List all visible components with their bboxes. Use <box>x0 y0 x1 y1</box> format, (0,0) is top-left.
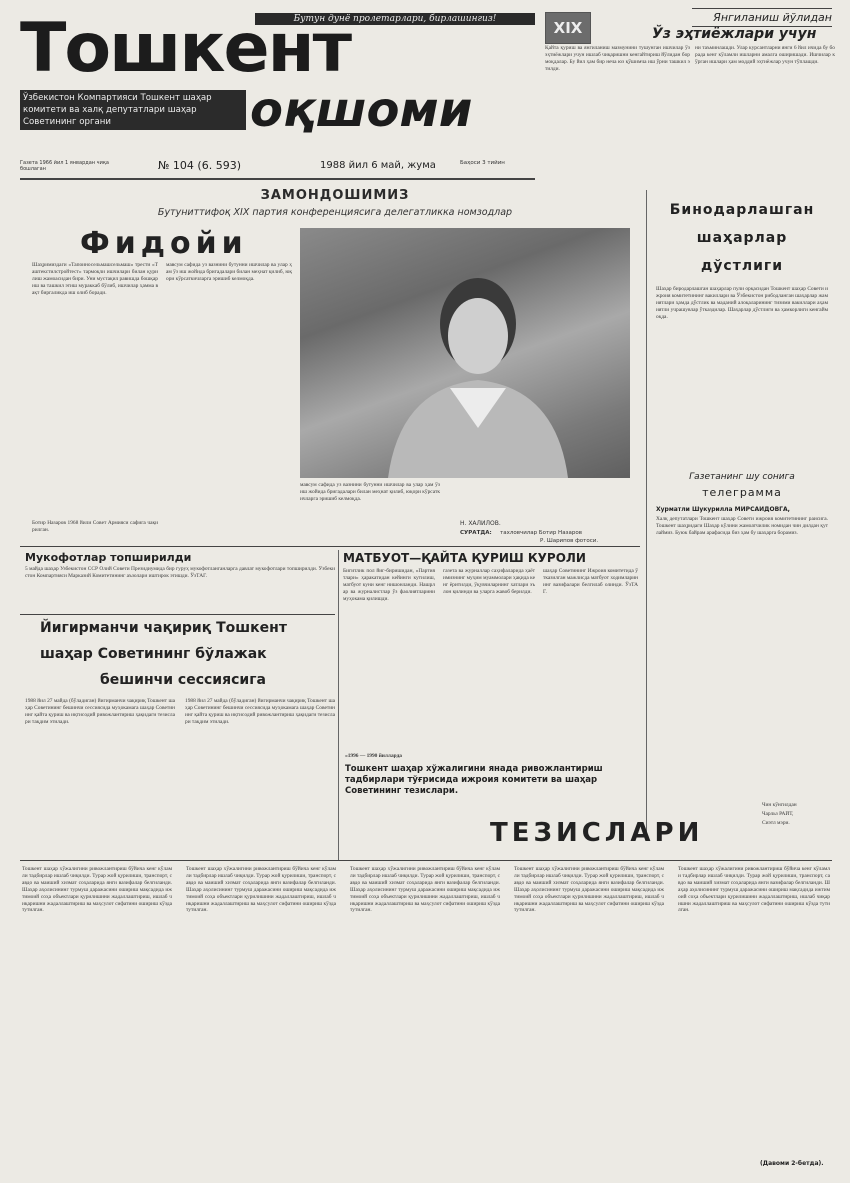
continued-note: (Давоми 2-бетда). <box>760 1160 824 1167</box>
session-text-a: 1988 йил 27 майда (бўладиган) йигирманчи чақириқ Тошкент шаҳар Советининг бешинчи сессиясида муҳокамага шаҳар Советининг қайта қуриш ва иқтисодий ривожлантириш ҳақидаги тезислари тақдим этилади. <box>25 698 175 725</box>
long-text-col-4: Тошкент шаҳар хўжалигини ривожлантириш бўйича кенг кўламли тадбирлар ишлаб чиқилди. Турар жой қурилиши, транспорт, савдо ва маиший хизмат соҳаларида янги вазифалар белгиланди. Шаҳар аҳолисининг турмуш даражасини ошириш мақсадида ижтимоий соҳа объектлари қурилишини жадаллаштириш, ишлаб чиқаришни жадаллаштириш ва маҳсулот сифатини ошириш кўзда тутилган. <box>514 866 664 914</box>
right-headline-3: дўстлиги <box>700 258 784 274</box>
telegram-closing-1: Чин кўнгилдан <box>762 802 797 808</box>
side-banner: Янгиланиш йўлидан <box>692 8 832 27</box>
price: Баҳоси 3 тийин <box>460 160 505 166</box>
feature-photo <box>300 228 630 478</box>
awards-text: 5 майда шаҳар Узбекистон ССР Олий Совети Президиумида бир гуруҳ мукофотланганларга давлат мукофотлари топширилди. Ўзбекистон Компартияси Марказий Комитетининг аъзолари иштирок этишди. ЎзТАГ. <box>25 566 335 579</box>
right-headline-2: шаҳарлар <box>696 230 788 246</box>
theses-intro: Тошкент шаҳар хўжалигини янада ривожлантириш тадбирлари тўғрисида ижроия комитети ва шаҳар Советининг тезислари. <box>345 764 603 796</box>
top-right-headline: Ўз эҳтиёжлари учун <box>652 26 817 42</box>
masthead-rule <box>20 178 535 180</box>
session-rule <box>20 614 335 615</box>
press-text-b: газета ва журналлар саҳифаларида ҳаётимизнинг муҳим муаммолари ҳақида кенг ёритилди, ўқувчиларнинг хатлари эълон қилинди ва уларга жавоб берилди. <box>443 568 535 595</box>
feature-text-b: мавсум сафида уз вазнини бутунни ишчилар ва улар ҳам ўз иш жойида бригадалари билан меҳнат қилиб, юқори кўрсаткичларга эришиб келмоқда. <box>166 262 292 282</box>
top-right-text-left: Қайта қуриш ва янгиланиш мазмунини тушунган ишчилар ўз эҳтиёжлари учун ишлаб чиқаришни кенгайтириш йўлидан бормоқдалар. Бу йил ҳам бир неча юз қўшимча иш ўрни ташкил этилди. <box>545 45 690 72</box>
right-column <box>652 190 832 845</box>
feature-rule <box>20 546 640 547</box>
feature-signature: Ботир Назаров 1968 йили Совет Армияси сафига чақирилган. <box>32 520 158 533</box>
press-headline: МАТБУОТ—ҚАЙТА ҚУРИШ КУРОЛИ <box>343 551 586 565</box>
long-text-col-3: Тошкент шаҳар хўжалигини ривожлантириш бўйича кенг кўламли тадбирлар ишлаб чиқилди. Турар жой қурилиши, транспорт, савдо ва маиший хизмат соҳаларида янги вазифалар белгиланди. Шаҳар аҳолисининг турмуш даражасини ошириш мақсадида ижтимоий соҳа объектлари қурилишини жадаллаштириш, ишлаб чиқаришни жадаллаштириш ва маҳсулот сифатини ошириш кўзда тутилган. <box>350 866 500 914</box>
photo-credit: Р. Шарипов фотоси. <box>540 538 599 544</box>
photo-caption-label: СУРАТДА: <box>460 530 492 536</box>
press-rule <box>338 550 339 860</box>
session-headline-3: бешинчи сессиясига <box>100 672 266 688</box>
session-headline-1: Йигирманчи чақириқ Тошкент <box>40 620 287 636</box>
long-text-col-5: Тошкент шаҳар хўжалигини ривожлантириш бўйича кенг кўламли тадбирлар ишлаб чиқилди. Турар жой қурилиши, транспорт, савдо ва маиший хизмат соҳаларида янги вазифалар белгиланди. Шаҳар аҳолисининг турмуш даражасини ошириш мақсадида ижтимоий соҳа объектлари қурилишини жадаллаштириш, ишлаб чиқаришни жадаллаштириш ва маҳсулот сифатини ошириш кўзда тутилган. <box>678 866 830 914</box>
emblem-label: XIX <box>553 19 583 37</box>
founded-note: Газета 1966 йил 1 январдан чиқа бошлаган <box>20 160 109 172</box>
telegram-to: Хурматли Шукурилла МИРСАИДОВГА, <box>656 506 790 513</box>
masthead-title-bottom: оқшоми <box>250 82 473 138</box>
top-right-text-right: ни таъминлашди. Улар курсантларни янги 6 йил ичида бу борада кенг кўламли ишларни амалга оширишади. Ишчилар кўрган ишлари ҳам моддий эҳтиёжлар учун тўплашди. <box>695 45 835 65</box>
photo-caption: тахловчилар Ботир Назаров <box>500 530 582 536</box>
theses-rule <box>20 860 832 861</box>
telegram-closing-2: Чарльз РАЙТ, <box>762 811 794 817</box>
masthead <box>20 6 535 182</box>
feature-text-c: мавсум сафида уз вазнини бутунни ишчилар ва улар ҳам ўз иш жойида бригадалари билан меҳнат қилиб, юқори кўрсаткичларга эришиб келмоқда. <box>300 482 440 502</box>
feature-author: Н. ХАЛИЛОВ. <box>460 520 501 527</box>
long-text-col-2: Тошкент шаҳар хўжалигини ривожлантириш бўйича кенг кўламли тадбирлар ишлаб чиқилди. Турар жой қурилиши, транспорт, савдо ва маиший хизмат соҳаларида янги вазифалар белгиланди. Шаҳар аҳолисининг турмуш даражасини ошириш мақсадида ижтимоий соҳа объектлари қурилишини жадаллаштириш, ишлаб чиқаришни жадаллаштириш ва маҳсулот сифатини ошириш кўзда тутилган. <box>186 866 336 914</box>
press-text-a: Бигитлик пол йиг-биришидан, «Партиятлари» ҳаракатидан кейинги кутилиш, матбуот куни кенг нишонланди. Нашрлар ва журналистлар ўз фаолиятларини муҳокама қилишди. <box>343 568 435 602</box>
telegram-word: телеграмма <box>702 486 782 499</box>
theses-headline: ТЕЗИСЛАРИ <box>490 818 704 848</box>
telegram-closing-3: Сиэтл мэри. <box>762 820 790 826</box>
slogan: Бутун дунё пролетарлари, бирлашингиз! <box>255 13 535 25</box>
telegram-text: Халқ депутатлари Тошкент шаҳар Совети ижроия комитетининг раисига. Тошкент шаҳридаги Шаҳар кўлини жамоатчилик номидан чин дилдан қутлаймиз. Буюк байрам арафасида биз ҳам бу шаҳарга борамиз. <box>656 516 828 536</box>
right-column-text: Шаҳар биродарлашган шаҳарлар пули орқасидан Тошкент шаҳар Совети ижроия комитетининг вакиллари ва Ўзбекистон рибодланган шаҳарлар жамиятлари ҳамда дўстлик ва маданий алоқаларининг тизими вакиллари аҳамиятли учрашувлар ўтказдилар. Шаҳарлар дўстлиги ва ҳамкорлиги кенгаймоқда. <box>656 286 828 320</box>
session-headline-2: шаҳар Советининг бўлажак <box>40 646 267 662</box>
press-text-c: шаҳар Советининг Ижроия комитетида ўтказилган мажлисда матбуот ходимларининг вазифалари белгилаб олинди. ЎзТАГ. <box>543 568 638 595</box>
issue-date: 1988 йил 6 май, жума <box>320 160 436 171</box>
feature-kicker: Бутуниттифоқ XIX партия конференциясига делегатликка номзодлар <box>157 207 513 218</box>
long-text-col-1: Тошкент шаҳар хўжалигини ривожлантириш бўйича кенг кўламли тадбирлар ишлаб чиқилди. Турар жой қурилиши, транспорт, савдо ва маиший хизмат соҳаларида янги вазифалар белгиланди. Шаҳар аҳолисининг турмуш даражасини ошириш мақсадида ижтимоий соҳа объектлари қурилишини жадаллаштириш, ишлаб чиқаришни жадаллаштириш ва маҳсулот сифатини ошириш кўзда тутилган. <box>22 866 172 914</box>
portrait-figure <box>300 228 630 478</box>
session-text-b: 1988 йил 27 майда (бўладиган) йигирманчи чақириқ Тошкент шаҳар Советининг бешинчи сессиясида муҳокамага шаҳар Советининг қайта қуриш ва иқтисодий ривожлантириш ҳақидаги тезислари тақдим этилади. <box>185 698 335 725</box>
section-header: ЗАМОНДОШИМИЗ <box>260 188 410 203</box>
feature-text-a: Шаҳримиздаги «Тапоиносельмашсельмаш» трести «Таштекстилстройтест» тармоқли ишчилари билан қурилиш жамоасидан бири. Уни мустақил равишда бошқариш ва ташкил этиш мураккаб бўлиб, ишчилар ҳамма вақт биргаликда иш олиб боради. <box>32 262 158 296</box>
issue-number: № 104 (6. 593) <box>158 159 241 172</box>
theses-intro-dates: «1996 — 1990 йилларда <box>345 753 402 759</box>
feature-headline: Фидойи <box>80 226 248 261</box>
masthead-subtitle: Ўзбекистон Компартияси Тошкент шаҳар комитети ва халқ депутатлари шаҳар Советининг органи <box>20 90 246 130</box>
right-column-rule <box>646 190 647 840</box>
awards-headline: Мукофотлар топширилди <box>25 551 192 564</box>
telegram-kicker: Газетанинг шу сонига <box>689 472 795 482</box>
masthead-title-top: Тошкент <box>20 9 350 88</box>
conference-emblem <box>545 12 591 44</box>
right-headline-1: Бинодарлашган <box>669 202 815 218</box>
